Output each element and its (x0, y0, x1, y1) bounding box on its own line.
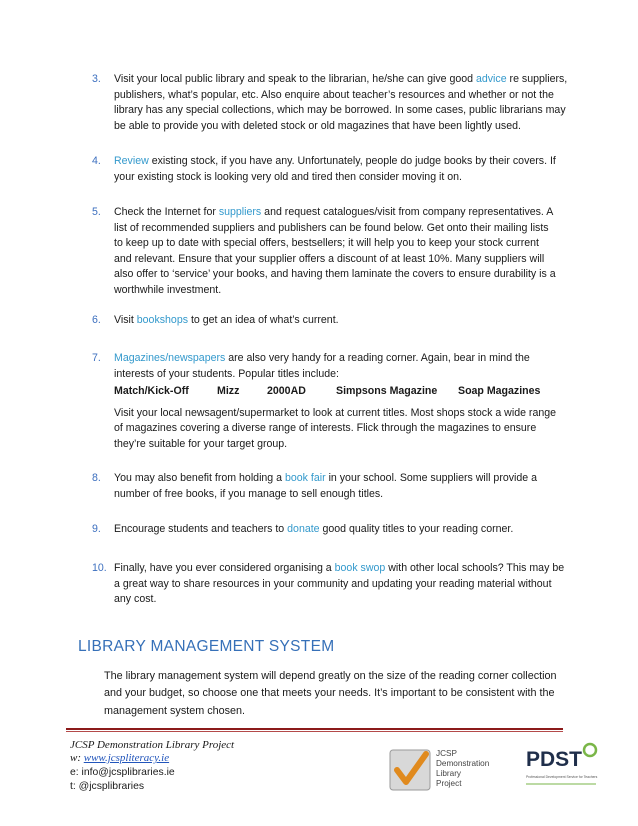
text-line (114, 252, 572, 268)
text-line (114, 119, 572, 135)
text-segment: existing stock, if you have any. Unfortunately, people do judge books by their covers. If (148, 155, 556, 167)
pdst-wordmark: PDST (526, 748, 583, 771)
text-segment: Visit your local public library and speak to the librarian, he/she can give good (114, 73, 476, 85)
text-segment: to get an idea of what’s current. (188, 314, 339, 326)
text-segment: library has any special collections, which may be borrowed. In some cases, public librarians may (114, 104, 566, 117)
text-line (114, 205, 572, 221)
text-segment: are also very handy for a reading corner. Again, bear in mind the (225, 352, 530, 364)
text-segment: any cost. (114, 593, 157, 606)
footer-divider-thin (66, 731, 563, 732)
text-line (114, 421, 572, 437)
list-item-6 (92, 313, 572, 329)
text-line (114, 522, 572, 538)
item-text (114, 205, 572, 299)
text-segment: a great way to share resources in your community and updating your reading material without (114, 577, 552, 590)
text-line (114, 592, 572, 608)
text-segment: to keep up to date with special offers, bestsellers; it will help you to keep your stock current (114, 237, 539, 250)
text-segment: worthwhile investment. (114, 283, 222, 296)
list-item-9 (92, 522, 572, 538)
item-number: 4. (92, 155, 101, 167)
text-line (114, 267, 572, 283)
text-line (114, 72, 572, 88)
footer-web (70, 752, 169, 765)
magazine-title: 2000AD (267, 385, 306, 398)
text-segment: You may also benefit from holding a (114, 472, 285, 484)
text-segment: also offer to ‘service’ your books, and having them laminate the covers to ensure durability is a (114, 268, 556, 281)
section-paragraph (104, 668, 574, 720)
text-line (114, 170, 572, 186)
item-number: 10. (92, 562, 107, 574)
text-segment: with other local schools? This may be (385, 562, 565, 574)
highlight-link[interactable]: Review (114, 155, 149, 167)
footer-web-link[interactable]: www.jcspliteracy.ie (83, 752, 170, 764)
highlight-link[interactable]: book fair (284, 472, 326, 484)
text-line (114, 561, 572, 577)
list-item-10 (92, 561, 572, 608)
text-segment: publishers, what’s popular, etc. Also enquire about teacher’s resources and whether or not the (114, 88, 554, 101)
text-line (114, 437, 572, 453)
text-line (114, 577, 572, 593)
footer-twitter: t: @jcsplibraries (70, 781, 145, 792)
text-segment: good quality titles to your reading corner. (319, 523, 514, 535)
text-segment: be able to provide you with deleted stock or old magazines that have been lightly used. (114, 119, 521, 132)
list-item-7 (92, 351, 572, 453)
paragraph-line: and your budget, so choose one that meets your needs. It’s important to be consistent with the (104, 687, 555, 700)
list-item-8 (92, 471, 572, 502)
text-segment: re suppliers, (506, 73, 568, 85)
footer-divider (66, 728, 563, 730)
highlight-link[interactable]: suppliers (218, 206, 262, 218)
item-number: 7. (92, 352, 101, 364)
item-text (114, 561, 572, 608)
pdst-swirl-icon (584, 744, 596, 756)
magazine-title: Mizz (217, 385, 240, 398)
highlight-link[interactable]: Magazines/newspapers (114, 352, 226, 364)
item-number: 6. (92, 314, 101, 326)
item-text (114, 351, 572, 382)
item-number: 3. (92, 73, 101, 85)
text-segment: number of free books, if you manage to sell enough titles. (114, 487, 384, 500)
item-text (114, 313, 572, 329)
item-number: 5. (92, 206, 101, 218)
item-text (114, 72, 572, 134)
text-segment: Visit your local newsagent/supermarket to look at current titles. Most shops stock a wide range (114, 406, 557, 419)
item-text (114, 154, 572, 185)
text-segment: interests of your students. Popular titles include: (114, 367, 339, 380)
highlight-link[interactable]: bookshops (136, 314, 189, 326)
text-line (114, 154, 572, 170)
item-number: 9. (92, 523, 101, 535)
item-text (114, 522, 572, 538)
highlight-link[interactable]: advice (475, 73, 507, 85)
magazine-title: Match/Kick-Off (114, 385, 189, 398)
list-item-5 (92, 205, 572, 299)
pdst-logo (524, 742, 600, 798)
text-line (114, 88, 572, 104)
text-segment: list of recommended suppliers and publishers can be found below. Get onto their mailing lists (114, 221, 549, 234)
footer-web-prefix: w: (70, 752, 84, 764)
text-line (114, 103, 572, 119)
list-item-3 (92, 72, 572, 134)
text-segment: Encourage students and teachers to (114, 523, 288, 535)
logo-text: Library (436, 769, 462, 778)
text-line (114, 487, 572, 503)
paragraph-line: management system chosen. (104, 704, 246, 717)
text-line (114, 406, 572, 422)
text-line (114, 313, 572, 329)
text-segment: and relevant. Ensure that your supplier offers a discount of at least 10%. Many suppliers will (114, 252, 545, 265)
paragraph-line: The library management system will depend greatly on the size of the reading corner collection (104, 670, 557, 682)
text-segment: they’re suitable for your target group. (114, 437, 288, 450)
footer-project: JCSP Demonstration Library Project (70, 739, 235, 751)
item-text-continued (114, 406, 572, 453)
text-line (114, 471, 572, 487)
footer-email: e: info@jcsplibraries.ie (70, 767, 175, 778)
text-segment: in your school. Some suppliers will provide a (325, 472, 538, 484)
item-number: 8. (92, 472, 101, 484)
item-text (114, 471, 572, 502)
magazine-titles (114, 384, 572, 400)
highlight-link[interactable]: book swop (334, 562, 386, 574)
text-segment: Check the Internet for (114, 206, 219, 218)
text-segment: of magazines covering a diverse range of interests. Flick through the magazines to ensure (114, 422, 537, 435)
text-segment: and request catalogues/visit from company representatives. A (261, 206, 554, 218)
text-line (114, 221, 572, 237)
logo-text: Project (436, 779, 462, 788)
pdst-subtitle: Professional Development Service for Teachers (526, 775, 598, 779)
logo-text: JCSP (436, 749, 457, 758)
text-line (114, 283, 572, 299)
text-segment: Finally, have you ever considered organising a (114, 562, 335, 574)
magazine-title: Simpsons Magazine (336, 385, 438, 398)
text-line (114, 367, 572, 383)
text-line (114, 351, 572, 367)
magazine-title: Soap Magazines (458, 385, 541, 398)
jcsp-logo (388, 744, 498, 796)
highlight-link[interactable]: donate (287, 523, 320, 535)
text-segment: Visit (114, 314, 137, 326)
text-line (114, 236, 572, 252)
list-item-4 (92, 154, 572, 185)
logo-text: Demonstration (436, 759, 490, 768)
section-heading: LIBRARY MANAGEMENT SYSTEM (78, 638, 335, 655)
text-segment: your existing stock is looking very old and tired then consider moving it on. (114, 170, 463, 183)
